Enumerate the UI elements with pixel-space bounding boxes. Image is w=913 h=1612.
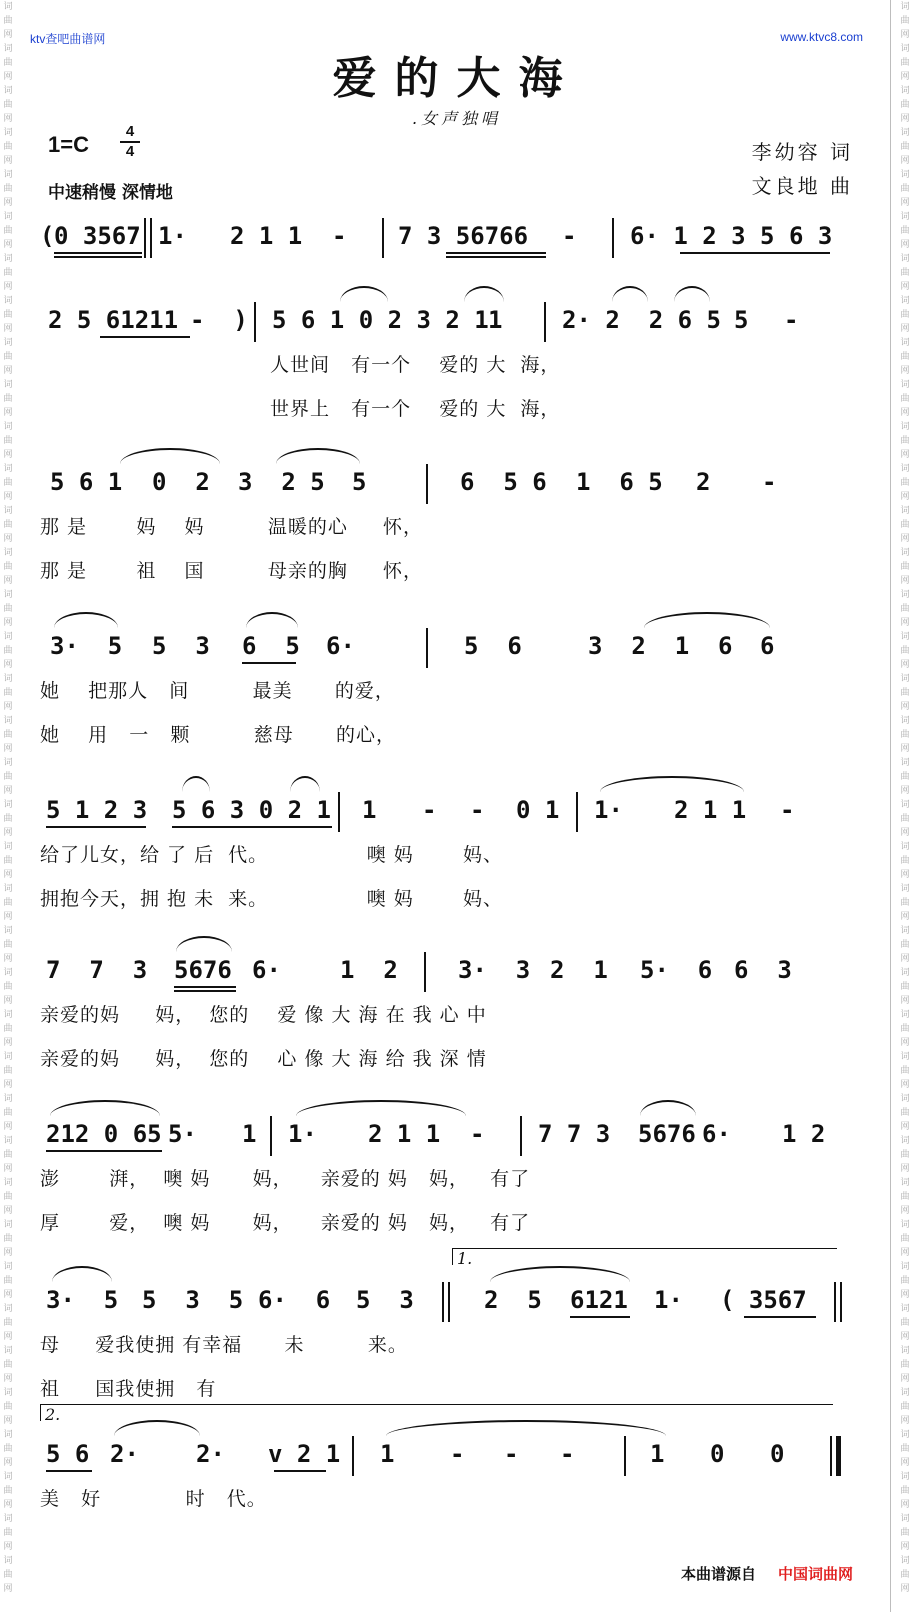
repeat-barline xyxy=(834,1282,836,1322)
margin-rule xyxy=(890,0,891,1612)
score-token: 1· xyxy=(288,1120,317,1148)
score-token: 3· 3 xyxy=(458,956,531,984)
tempo-marking: 中速稍慢 深情地 xyxy=(48,183,173,203)
score-token: 6 5 xyxy=(242,632,300,660)
barline xyxy=(576,792,578,832)
lyrics-verse-1: 美 好 时 代。 xyxy=(40,1488,267,1510)
score-line-6 xyxy=(40,956,840,1116)
beam xyxy=(242,662,296,664)
beam xyxy=(680,252,830,254)
volta-second-ending: 2. xyxy=(40,1404,833,1421)
score-token: 1· xyxy=(594,796,623,824)
barline xyxy=(612,218,614,258)
score-token: 6· xyxy=(326,632,355,660)
barline xyxy=(426,628,428,668)
barline xyxy=(352,1436,354,1476)
score-token: 5 6 xyxy=(46,1440,90,1468)
score-token: ( 3567 xyxy=(720,1286,807,1314)
barline xyxy=(254,302,256,342)
score-token: ( xyxy=(40,222,55,250)
score-token: 6· xyxy=(252,956,281,984)
score-token: 2 5 61211 xyxy=(48,306,179,334)
score-token: - xyxy=(504,1440,519,1468)
lyrics-verse-2: 她 用 一 颗 慈母 的心， xyxy=(40,724,396,746)
lyrics-verse-1: 人世间 有一个 爱的 大 海， xyxy=(270,354,561,376)
score-token: 6· 1 2 3 5 6 3 xyxy=(630,222,833,250)
score-token: 1 2 xyxy=(782,1120,826,1148)
barline xyxy=(270,1116,272,1156)
song-title: 爱的大海 xyxy=(332,53,581,104)
score-token: 5 3 5 xyxy=(142,1286,244,1314)
score-token: 212 0 65 xyxy=(46,1120,162,1148)
site-url-right[interactable]: www.ktvc8.com xyxy=(780,30,863,44)
score-token: 5676 xyxy=(174,956,232,984)
score-token: 1 xyxy=(242,1120,257,1148)
side-watermark-left: 词曲网词曲网词曲网词曲网词曲网词曲网词曲网词曲网词曲网词曲网词曲网词曲网词曲网词曲网词曲网词曲网词曲网词曲网词曲网词曲网词曲网词曲网词曲网词曲网词曲网词曲网词曲网词曲网词曲网词曲网词曲网词曲网词曲网词曲网词曲网词曲网词曲网词曲网 xyxy=(3,2,13,1594)
score-token: 5 xyxy=(352,468,367,496)
lyrics-verse-1: 她 把那人 间 最美 的爱， xyxy=(40,680,395,702)
score-token: - ) xyxy=(190,306,248,334)
score-token: 5 3 xyxy=(356,1286,414,1314)
repeat-barline xyxy=(144,218,146,258)
score-token: 0 3567 xyxy=(54,222,141,250)
score-token: 5 6 xyxy=(464,632,522,660)
score-token: 6· xyxy=(702,1120,731,1148)
score-token: 2· xyxy=(196,1440,225,1468)
score-token: - xyxy=(784,306,799,334)
score-line-4 xyxy=(40,632,840,792)
barline xyxy=(624,1436,626,1476)
score-token: - xyxy=(780,796,795,824)
repeat-barline xyxy=(840,1282,842,1322)
score-token: 1 2 xyxy=(340,956,398,984)
score-token: 1· xyxy=(158,222,187,250)
score-token: 3 2 1 6 xyxy=(588,632,733,660)
meter-bottom: 4 xyxy=(125,143,135,160)
beam xyxy=(54,252,142,254)
score-token: 5 1 2 3 xyxy=(46,796,148,824)
score-token: 1· xyxy=(654,1286,683,1314)
score-token: 5 3 xyxy=(152,632,210,660)
barline xyxy=(520,1116,522,1156)
score-token: 0 1 xyxy=(516,796,560,824)
barline xyxy=(424,952,426,992)
beam xyxy=(46,826,146,828)
beam xyxy=(46,1470,92,1472)
beam xyxy=(274,1470,326,1472)
beam xyxy=(570,1316,630,1318)
score-token: 0 xyxy=(710,1440,725,1468)
lyrics-verse-1: 母 爱我使拥 有幸福 未 来。 xyxy=(40,1334,408,1356)
score-token: 1 xyxy=(380,1440,395,1468)
barline xyxy=(426,464,428,504)
score-token: 5 6 1 0 2 3 2 1 xyxy=(272,306,489,334)
score-token: 0 2 xyxy=(152,468,210,496)
score-token: 2· 2 2 6 5 xyxy=(562,306,721,334)
beam xyxy=(46,1150,162,1152)
score-token: 3 2 5 xyxy=(238,468,325,496)
source-credit xyxy=(681,1563,853,1584)
lyrics-verse-1: 那 是 妈 妈 温暖的心 怀， xyxy=(40,516,424,538)
score-token: 6 xyxy=(760,632,775,660)
score-token: 1 6 5 xyxy=(576,468,663,496)
barline xyxy=(448,1282,450,1322)
key-signature: 1=C xyxy=(48,132,89,157)
lyrics-verse-2: 亲爱的妈 妈， 您的 心 像 大 海 给 我 深 情 xyxy=(40,1048,487,1070)
lyrics-verse-2: 拥抱今天，拥 抱 未 来。 噢 妈 妈、 xyxy=(40,888,504,910)
song-subtitle: .女声独唱 xyxy=(411,109,502,128)
score-token: - xyxy=(470,1120,485,1148)
score-token: 5· 6 xyxy=(640,956,713,984)
score-token: 5 6 3 0 2 1 xyxy=(172,796,331,824)
score-token: 2· xyxy=(110,1440,139,1468)
score-line-2 xyxy=(40,306,840,466)
final-barline xyxy=(830,1436,832,1476)
score-token: 2 1 xyxy=(550,956,608,984)
side-watermark-right: 词曲网词曲网词曲网词曲网词曲网词曲网词曲网词曲网词曲网词曲网词曲网词曲网词曲网词曲网词曲网词曲网词曲网词曲网词曲网词曲网词曲网词曲网词曲网词曲网词曲网词曲网词曲网词曲网词曲网词曲网词曲网词曲网词曲网词曲网词曲网词曲网词曲网词曲网 xyxy=(900,2,910,1594)
score-token: 2 1 1 xyxy=(230,222,303,250)
score-token: - xyxy=(422,796,437,824)
score-token: 2 1 1 xyxy=(674,796,747,824)
score-token: - xyxy=(762,468,777,496)
time-signature xyxy=(120,124,140,160)
score-token: 1 xyxy=(488,306,503,334)
site-name-left[interactable]: ktv查吧曲谱网 xyxy=(30,32,106,46)
score-token: 6 3 xyxy=(734,956,792,984)
score-token: 3· 5 xyxy=(50,632,123,660)
beam xyxy=(446,252,546,254)
final-barline xyxy=(836,1436,841,1476)
beam xyxy=(174,986,236,988)
score-token: 5 xyxy=(734,306,749,334)
score-token: 2 5 xyxy=(484,1286,542,1314)
score-line-5 xyxy=(40,796,840,956)
score-token: 6121 xyxy=(570,1286,628,1314)
barline xyxy=(382,218,384,258)
lyricist-credit: 李幼容 词 xyxy=(751,140,853,164)
score-token: - xyxy=(450,1440,465,1468)
score-token: 1 xyxy=(650,1440,665,1468)
score-token: 7 7 3 xyxy=(46,956,148,984)
beam xyxy=(172,826,332,828)
source-site-link[interactable]: 中国词曲网 xyxy=(777,1565,853,1583)
beam xyxy=(100,336,190,338)
score-token: v 2 1 xyxy=(268,1440,341,1468)
beam xyxy=(174,990,236,992)
score-token: 0 xyxy=(770,1440,785,1468)
score-token: 1 xyxy=(362,796,377,824)
barline xyxy=(338,792,340,832)
beam xyxy=(744,1316,816,1318)
source-label: 本曲谱源自 xyxy=(680,1565,756,1583)
score-token: 7 3 56766 xyxy=(398,222,529,250)
score-token: - xyxy=(332,222,347,250)
score-token: - xyxy=(562,222,577,250)
score-line-3 xyxy=(40,468,840,628)
lyrics-verse-2: 厚 爱， 噢 妈 妈， 亲爱的 妈 妈， 有了 xyxy=(40,1212,531,1234)
volta-first-ending: 1. xyxy=(452,1248,837,1265)
score-token: 2 xyxy=(696,468,711,496)
lyrics-verse-2: 世界上 有一个 爱的 大 海， xyxy=(270,398,561,420)
lyrics-verse-1: 给了儿女，给 了 后 代。 噢 妈 妈、 xyxy=(40,844,504,866)
score-token: 2 1 1 xyxy=(368,1120,441,1148)
barline xyxy=(544,302,546,342)
barline xyxy=(442,1282,444,1322)
score-token: 6 5 6 xyxy=(460,468,547,496)
score-token: - xyxy=(470,796,485,824)
repeat-barline xyxy=(150,218,152,258)
score-token: - xyxy=(560,1440,575,1468)
score-token: 6· 6 xyxy=(258,1286,331,1314)
lyrics-verse-2: 祖 国我使拥 有 xyxy=(40,1378,217,1400)
score-token: 5676 xyxy=(638,1120,696,1148)
lyrics-verse-1: 澎 湃， 噢 妈 妈， 亲爱的 妈 妈， 有了 xyxy=(40,1168,531,1190)
beam xyxy=(446,256,546,258)
lyrics-verse-1: 亲爱的妈 妈， 您的 爱 像 大 海 在 我 心 中 xyxy=(40,1004,487,1026)
meter-top: 4 xyxy=(125,123,135,140)
score-token: 5 6 1 xyxy=(50,468,123,496)
score-token: 5· xyxy=(168,1120,197,1148)
score-token: 3· 5 xyxy=(46,1286,119,1314)
composer-credit: 文良地 曲 xyxy=(751,174,853,198)
score-token: 7 7 3 xyxy=(538,1120,611,1148)
lyrics-verse-2: 那 是 祖 国 母亲的胸 怀， xyxy=(40,560,424,582)
beam xyxy=(54,256,142,258)
